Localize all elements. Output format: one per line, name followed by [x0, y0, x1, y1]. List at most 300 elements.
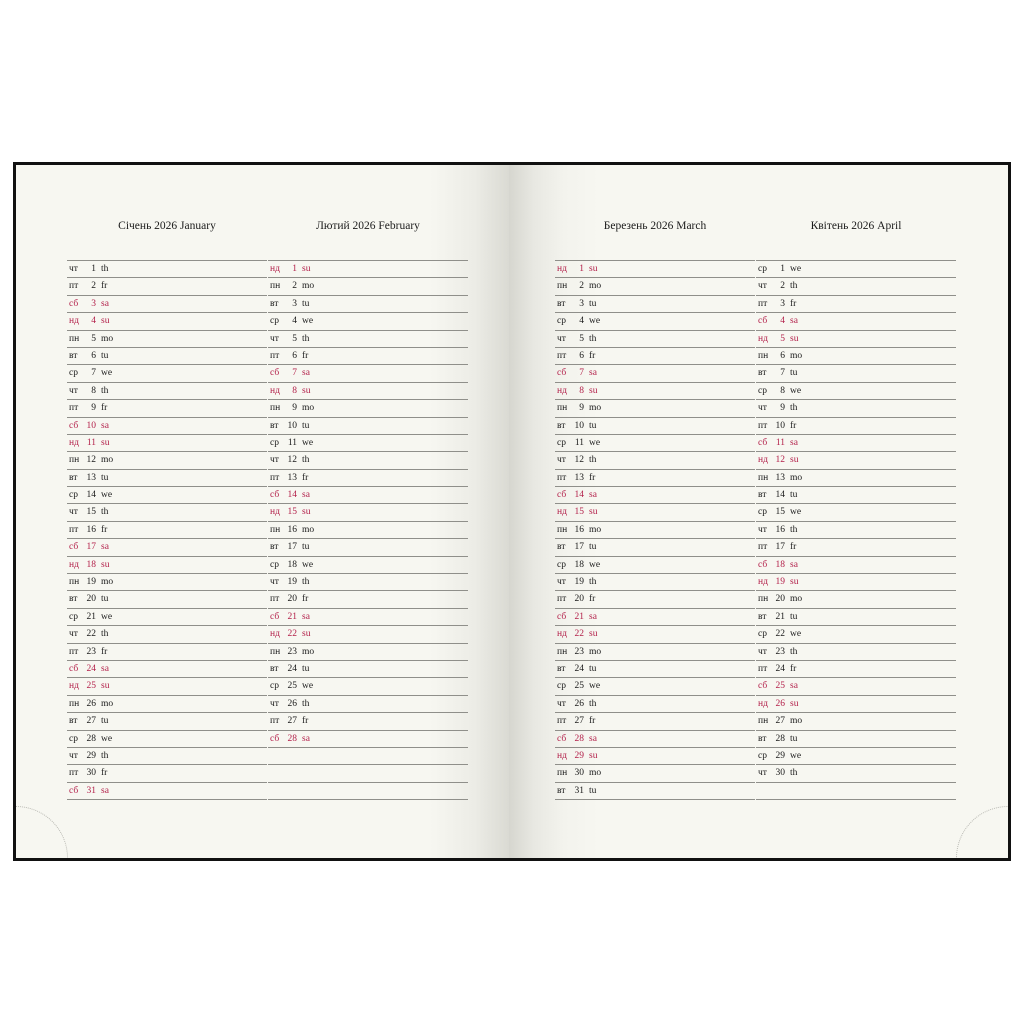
- weekday-en: th: [302, 698, 310, 709]
- day-row: [67, 644, 267, 661]
- day-row: [756, 765, 956, 782]
- day-row: [268, 713, 468, 730]
- day-row: [67, 713, 267, 730]
- day-number: 23: [287, 646, 297, 657]
- weekday-ua: вт: [557, 785, 566, 796]
- day-number: 7: [780, 368, 785, 379]
- weekday-ua: нд: [270, 264, 280, 274]
- day-row: [67, 435, 267, 452]
- day-row: [756, 383, 956, 400]
- weekday-en: tu: [302, 663, 310, 674]
- day-number: 12: [287, 455, 297, 466]
- day-number: 4: [91, 316, 96, 327]
- weekday-en: fr: [101, 646, 108, 657]
- weekday-ua: чт: [557, 698, 566, 709]
- weekday-en: sa: [790, 437, 798, 448]
- weekday-ua: пт: [69, 524, 79, 535]
- weekday-ua: пн: [69, 455, 80, 466]
- weekday-ua: ср: [69, 733, 78, 744]
- weekday-en: sa: [101, 298, 109, 309]
- weekday-ua: чт: [270, 455, 279, 466]
- day-row: [268, 504, 468, 521]
- weekday-en: sa: [589, 733, 597, 744]
- weekday-en: su: [302, 629, 311, 640]
- day-number: 11: [287, 437, 297, 448]
- day-row: [555, 435, 755, 452]
- weekday-en: su: [790, 455, 799, 466]
- day-number: 25: [574, 681, 584, 692]
- weekday-en: mo: [302, 524, 315, 535]
- day-number: 10: [86, 420, 96, 431]
- day-number: 20: [86, 594, 96, 605]
- day-row: [756, 435, 956, 452]
- weekday-en: sa: [101, 663, 109, 674]
- weekday-en: mo: [589, 524, 602, 535]
- day-row: [67, 504, 267, 521]
- weekday-ua: чт: [69, 507, 78, 518]
- day-number: 6: [91, 350, 96, 361]
- day-number: 1: [579, 264, 584, 274]
- day-row: [67, 365, 267, 382]
- weekday-ua: вт: [557, 420, 566, 431]
- weekday-ua: пн: [69, 577, 80, 588]
- weekday-ua: пт: [270, 350, 280, 361]
- day-number: 5: [91, 333, 96, 344]
- day-number: 20: [775, 594, 785, 605]
- day-row: [268, 331, 468, 348]
- day-row: [756, 713, 956, 730]
- day-number: 6: [579, 350, 584, 361]
- day-number: 3: [292, 298, 297, 309]
- weekday-en: fr: [101, 524, 108, 535]
- day-number: 18: [287, 559, 297, 570]
- weekday-ua: чт: [270, 577, 279, 588]
- day-number: 2: [780, 281, 785, 292]
- day-row: [756, 522, 956, 539]
- weekday-ua: вт: [557, 663, 566, 674]
- day-number: 22: [287, 629, 297, 640]
- weekday-ua: пт: [758, 663, 768, 674]
- weekday-ua: ср: [758, 629, 767, 640]
- day-number: 5: [780, 333, 785, 344]
- day-row: [268, 348, 468, 365]
- day-row: [268, 539, 468, 556]
- day-number: 27: [86, 716, 96, 727]
- day-row: [268, 435, 468, 452]
- weekday-ua: чт: [69, 629, 78, 640]
- day-row: [268, 487, 468, 504]
- weekday-ua: ср: [270, 559, 279, 570]
- weekday-en: th: [302, 577, 310, 588]
- day-row: [555, 383, 755, 400]
- weekday-ua: нд: [557, 750, 567, 761]
- weekday-ua: вт: [69, 472, 78, 483]
- weekday-ua: нд: [557, 264, 567, 274]
- day-row: [555, 731, 755, 748]
- day-row: [756, 278, 956, 295]
- day-number: 23: [86, 646, 96, 657]
- left-page: [16, 165, 509, 858]
- day-number: 8: [292, 385, 297, 396]
- weekday-en: tu: [101, 716, 109, 727]
- weekday-en: we: [589, 437, 601, 448]
- day-number: 1: [780, 264, 785, 274]
- day-number: 8: [91, 385, 96, 396]
- weekday-en: we: [589, 681, 601, 692]
- weekday-ua: ср: [270, 681, 279, 692]
- weekday-ua: пт: [69, 281, 79, 292]
- weekday-ua: вт: [758, 368, 767, 379]
- weekday-ua: вт: [557, 542, 566, 553]
- day-row: [555, 522, 755, 539]
- weekday-en: su: [589, 750, 598, 761]
- day-list: [555, 260, 755, 800]
- weekday-en: th: [790, 646, 798, 657]
- weekday-ua: нд: [270, 385, 280, 396]
- weekday-en: we: [101, 490, 113, 501]
- day-row: [555, 557, 755, 574]
- day-row: [67, 296, 267, 313]
- day-number: 17: [574, 542, 584, 553]
- day-row: [268, 261, 468, 278]
- day-row: [67, 783, 267, 800]
- weekday-en: mo: [101, 333, 114, 344]
- day-number: 29: [574, 750, 584, 761]
- weekday-en: sa: [302, 368, 310, 379]
- weekday-ua: ср: [758, 264, 767, 274]
- weekday-en: fr: [589, 716, 596, 727]
- day-row: [756, 418, 956, 435]
- day-number: 2: [292, 281, 297, 292]
- day-number: 11: [775, 437, 785, 448]
- weekday-ua: пт: [758, 542, 768, 553]
- day-number: 9: [91, 403, 96, 414]
- day-number: 25: [287, 681, 297, 692]
- day-number: 22: [574, 629, 584, 640]
- weekday-ua: сб: [557, 490, 567, 501]
- day-number: 15: [574, 507, 584, 518]
- day-row: [555, 487, 755, 504]
- weekday-ua: вт: [270, 663, 279, 674]
- empty-row: [268, 748, 468, 765]
- weekday-ua: пт: [758, 298, 768, 309]
- weekday-en: fr: [589, 472, 596, 483]
- weekday-en: sa: [302, 611, 310, 622]
- weekday-ua: нд: [69, 559, 79, 570]
- weekday-en: th: [589, 455, 597, 466]
- day-number: 14: [775, 490, 785, 501]
- empty-row: [756, 783, 956, 800]
- day-number: 13: [287, 472, 297, 483]
- day-row: [268, 626, 468, 643]
- day-row: [268, 313, 468, 330]
- right-page: [509, 165, 1008, 858]
- weekday-ua: чт: [557, 577, 566, 588]
- weekday-ua: сб: [758, 681, 768, 692]
- weekday-en: mo: [589, 768, 602, 779]
- weekday-en: su: [589, 629, 598, 640]
- weekday-en: th: [302, 333, 310, 344]
- day-number: 7: [91, 368, 96, 379]
- weekday-en: mo: [790, 594, 803, 605]
- weekday-ua: пн: [270, 281, 281, 292]
- weekday-en: fr: [101, 403, 108, 414]
- day-number: 26: [287, 698, 297, 709]
- month-title: Січень 2026 January: [118, 220, 216, 232]
- day-number: 21: [86, 611, 96, 622]
- day-row: [756, 487, 956, 504]
- day-row: [67, 522, 267, 539]
- day-row: [268, 731, 468, 748]
- weekday-en: sa: [589, 368, 597, 379]
- weekday-en: tu: [589, 785, 597, 796]
- month-title: Березень 2026 March: [603, 220, 707, 232]
- weekday-en: mo: [302, 281, 315, 292]
- day-row: [67, 261, 267, 278]
- day-number: 18: [574, 559, 584, 570]
- weekday-en: su: [790, 698, 799, 709]
- day-row: [756, 731, 956, 748]
- weekday-ua: пн: [758, 716, 769, 727]
- weekday-ua: чт: [758, 281, 767, 292]
- weekday-en: su: [589, 264, 598, 274]
- weekday-en: th: [302, 455, 310, 466]
- day-number: 17: [775, 542, 785, 553]
- weekday-en: su: [589, 507, 598, 518]
- day-number: 24: [287, 663, 297, 674]
- weekday-en: fr: [790, 420, 797, 431]
- day-number: 8: [579, 385, 584, 396]
- day-number: 28: [775, 733, 785, 744]
- weekday-en: su: [101, 559, 110, 570]
- weekday-en: we: [302, 437, 314, 448]
- day-row: [67, 348, 267, 365]
- day-row: [555, 609, 755, 626]
- day-number: 17: [287, 542, 297, 553]
- weekday-ua: нд: [69, 681, 79, 692]
- weekday-en: fr: [790, 542, 797, 553]
- day-row: [555, 365, 755, 382]
- day-row: [67, 696, 267, 713]
- day-number: 11: [86, 437, 96, 448]
- weekday-ua: сб: [557, 611, 567, 622]
- day-row: [67, 470, 267, 487]
- weekday-ua: сб: [557, 368, 567, 379]
- day-row: [555, 400, 755, 417]
- weekday-en: we: [101, 611, 113, 622]
- day-number: 29: [775, 750, 785, 761]
- day-number: 13: [574, 472, 584, 483]
- day-number: 10: [574, 420, 584, 431]
- weekday-en: mo: [790, 472, 803, 483]
- weekday-ua: чт: [758, 768, 767, 779]
- weekday-ua: ср: [557, 437, 566, 448]
- day-number: 27: [574, 716, 584, 727]
- weekday-ua: ср: [270, 437, 279, 448]
- day-row: [67, 609, 267, 626]
- weekday-ua: ср: [270, 316, 279, 327]
- weekday-ua: пт: [270, 594, 280, 605]
- weekday-en: mo: [101, 455, 114, 466]
- day-number: 7: [579, 368, 584, 379]
- day-row: [268, 278, 468, 295]
- day-row: [756, 470, 956, 487]
- day-number: 23: [574, 646, 584, 657]
- day-number: 14: [287, 490, 297, 501]
- day-row: [555, 713, 755, 730]
- day-row: [268, 470, 468, 487]
- weekday-en: mo: [302, 646, 315, 657]
- day-row: [555, 783, 755, 800]
- day-number: 9: [780, 403, 785, 414]
- day-number: 30: [86, 768, 96, 779]
- weekday-ua: нд: [557, 385, 567, 396]
- day-number: 8: [780, 385, 785, 396]
- day-row: [67, 591, 267, 608]
- day-row: [756, 748, 956, 765]
- weekday-en: th: [101, 264, 109, 274]
- day-row: [268, 696, 468, 713]
- day-row: [268, 365, 468, 382]
- day-row: [67, 278, 267, 295]
- weekday-ua: пт: [270, 716, 280, 727]
- weekday-en: th: [589, 577, 597, 588]
- weekday-en: th: [589, 333, 597, 344]
- weekday-ua: пт: [557, 716, 567, 727]
- day-number: 4: [579, 316, 584, 327]
- weekday-en: tu: [302, 298, 310, 309]
- weekday-ua: вт: [69, 350, 78, 361]
- weekday-en: su: [101, 437, 110, 448]
- weekday-ua: чт: [758, 646, 767, 657]
- day-row: [555, 678, 755, 695]
- day-row: [67, 400, 267, 417]
- weekday-ua: пн: [270, 524, 281, 535]
- weekday-ua: чт: [557, 333, 566, 344]
- weekday-en: sa: [589, 611, 597, 622]
- weekday-en: sa: [790, 681, 798, 692]
- day-number: 16: [574, 524, 584, 535]
- day-number: 5: [579, 333, 584, 344]
- weekday-en: th: [101, 507, 109, 518]
- day-row: [67, 574, 267, 591]
- weekday-ua: сб: [270, 490, 280, 501]
- weekday-en: we: [589, 559, 601, 570]
- day-number: 24: [775, 663, 785, 674]
- day-row: [555, 591, 755, 608]
- weekday-en: sa: [589, 490, 597, 501]
- day-number: 3: [579, 298, 584, 309]
- day-number: 15: [775, 507, 785, 518]
- day-number: 10: [775, 420, 785, 431]
- weekday-en: tu: [302, 420, 310, 431]
- weekday-ua: чт: [270, 333, 279, 344]
- weekday-en: we: [790, 750, 802, 761]
- day-number: 28: [287, 733, 297, 744]
- day-number: 30: [574, 768, 584, 779]
- day-row: [555, 278, 755, 295]
- weekday-en: fr: [790, 663, 797, 674]
- day-row: [555, 504, 755, 521]
- weekday-en: th: [101, 629, 109, 640]
- day-row: [268, 452, 468, 469]
- weekday-ua: вт: [270, 298, 279, 309]
- weekday-ua: чт: [69, 385, 78, 396]
- weekday-en: mo: [589, 403, 602, 414]
- day-number: 16: [775, 524, 785, 535]
- weekday-ua: сб: [758, 559, 768, 570]
- weekday-en: tu: [589, 663, 597, 674]
- weekday-ua: ср: [69, 490, 78, 501]
- day-number: 14: [574, 490, 584, 501]
- weekday-ua: чт: [758, 524, 767, 535]
- day-row: [555, 748, 755, 765]
- day-row: [756, 539, 956, 556]
- day-row: [67, 487, 267, 504]
- weekday-ua: сб: [69, 542, 79, 553]
- weekday-ua: пн: [69, 698, 80, 709]
- weekday-ua: пт: [69, 646, 79, 657]
- weekday-ua: нд: [758, 577, 768, 588]
- weekday-en: sa: [302, 733, 310, 744]
- day-number: 9: [579, 403, 584, 414]
- day-number: 28: [574, 733, 584, 744]
- day-number: 24: [574, 663, 584, 674]
- day-row: [756, 504, 956, 521]
- day-number: 4: [780, 316, 785, 327]
- day-list: [67, 260, 267, 800]
- corner-pocket-left: [16, 806, 68, 858]
- weekday-ua: сб: [69, 663, 79, 674]
- weekday-ua: ср: [69, 368, 78, 379]
- weekday-en: fr: [302, 716, 309, 727]
- weekday-ua: пт: [557, 594, 567, 605]
- weekday-ua: ср: [557, 559, 566, 570]
- weekday-ua: вт: [270, 542, 279, 553]
- day-row: [756, 296, 956, 313]
- day-row: [67, 557, 267, 574]
- weekday-en: we: [302, 316, 314, 327]
- day-row: [67, 331, 267, 348]
- day-number: 12: [775, 455, 785, 466]
- weekday-en: tu: [589, 542, 597, 553]
- day-number: 24: [86, 663, 96, 674]
- day-number: 15: [86, 507, 96, 518]
- weekday-en: we: [790, 264, 802, 274]
- weekday-ua: нд: [758, 333, 768, 344]
- weekday-ua: вт: [758, 733, 767, 744]
- day-row: [67, 731, 267, 748]
- weekday-ua: сб: [69, 298, 79, 309]
- weekday-ua: пт: [557, 472, 567, 483]
- day-row: [555, 452, 755, 469]
- day-number: 6: [780, 350, 785, 361]
- weekday-ua: нд: [270, 507, 280, 518]
- weekday-ua: сб: [270, 733, 280, 744]
- day-number: 9: [292, 403, 297, 414]
- weekday-en: sa: [790, 316, 798, 327]
- day-row: [67, 765, 267, 782]
- weekday-ua: нд: [758, 698, 768, 709]
- weekday-ua: сб: [69, 420, 79, 431]
- weekday-ua: нд: [758, 455, 768, 466]
- day-number: 15: [287, 507, 297, 518]
- weekday-en: mo: [790, 716, 803, 727]
- day-number: 22: [86, 629, 96, 640]
- weekday-en: sa: [101, 420, 109, 431]
- day-row: [555, 313, 755, 330]
- weekday-en: we: [790, 629, 802, 640]
